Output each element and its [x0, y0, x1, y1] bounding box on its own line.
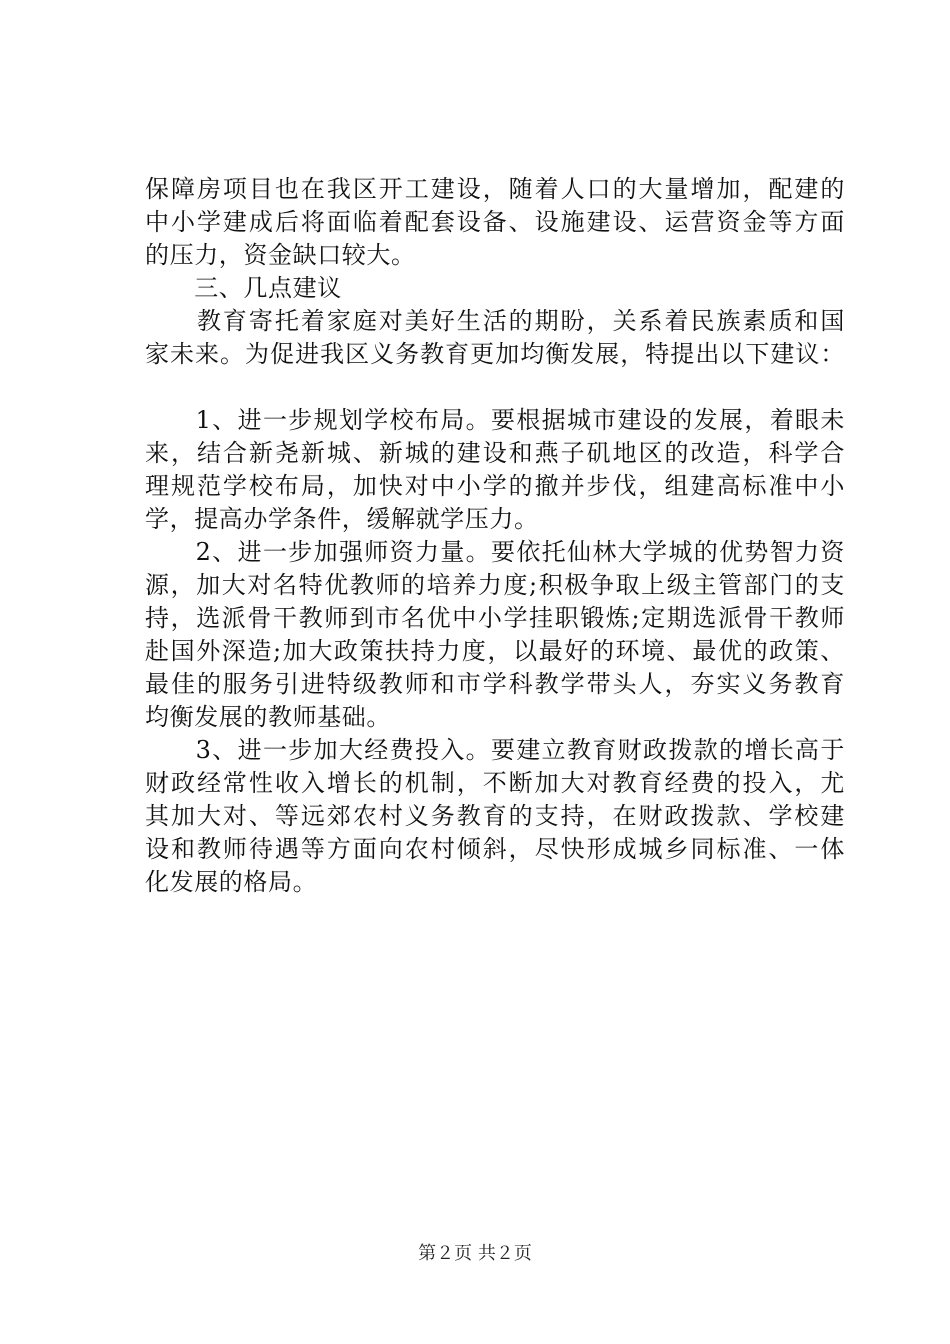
text-line: 2、进一步加强师资力量。要依托仙林大学城的优势智力资	[145, 538, 845, 566]
text-line: 学，提高办学条件，缓解就学压力。	[145, 505, 539, 533]
text-line: 理规范学校布局，加快对中小学的撤并步伐，组建高标准中小	[145, 472, 845, 500]
text-line: 教育寄托着家庭对美好生活的期盼，关系着民族素质和国	[145, 307, 845, 335]
text-line: 源，加大对名特优教师的培养力度;积极争取上级主管部门的支	[145, 571, 845, 599]
text-line: 赴国外深造;加大政策扶持力度，以最好的环境、最优的政策、	[145, 637, 845, 665]
text-line: 持，选派骨干教师到市名优中小学挂职锻炼;定期选派骨干教师	[145, 604, 845, 632]
text-line: 财政经常性收入增长的机制，不断加大对教育经费的投入，尤	[145, 769, 845, 797]
text-line: 家未来。为促进我区义务教育更加均衡发展，特提出以下建议：	[145, 340, 845, 368]
text-line: 设和教师待遇等方面向农村倾斜，尽快形成城乡同标准、一体	[145, 835, 845, 863]
text-line: 保障房项目也在我区开工建设，随着人口的大量增加，配建的	[145, 175, 845, 203]
text-line: 来，结合新尧新城、新城的建设和燕子矶地区的改造，科学合	[145, 439, 845, 467]
text-line: 的压力，资金缺口较大。	[145, 241, 416, 269]
text-line: 均衡发展的教师基础。	[145, 703, 391, 731]
text-line: 3、进一步加大经费投入。要建立教育财政拨款的增长高于	[145, 736, 845, 764]
text-line: 最佳的服务引进特级教师和市学科教学带头人，夯实义务教育	[145, 670, 845, 698]
page-number: 第２页 共２页	[418, 1243, 532, 1264]
text-line: 化发展的格局。	[145, 868, 318, 896]
text-line: 中小学建成后将面临着配套设备、设施建设、运营资金等方面	[145, 208, 845, 236]
blank-line	[145, 371, 845, 404]
section-heading: 三、几点建议	[145, 274, 342, 302]
document-body	[145, 173, 845, 899]
text-line: 1、进一步规划学校布局。要根据城市建设的发展，着眼未	[145, 406, 845, 434]
text-line: 其加大对、等远郊农村义务教育的支持，在财政拨款、学校建	[145, 802, 845, 830]
